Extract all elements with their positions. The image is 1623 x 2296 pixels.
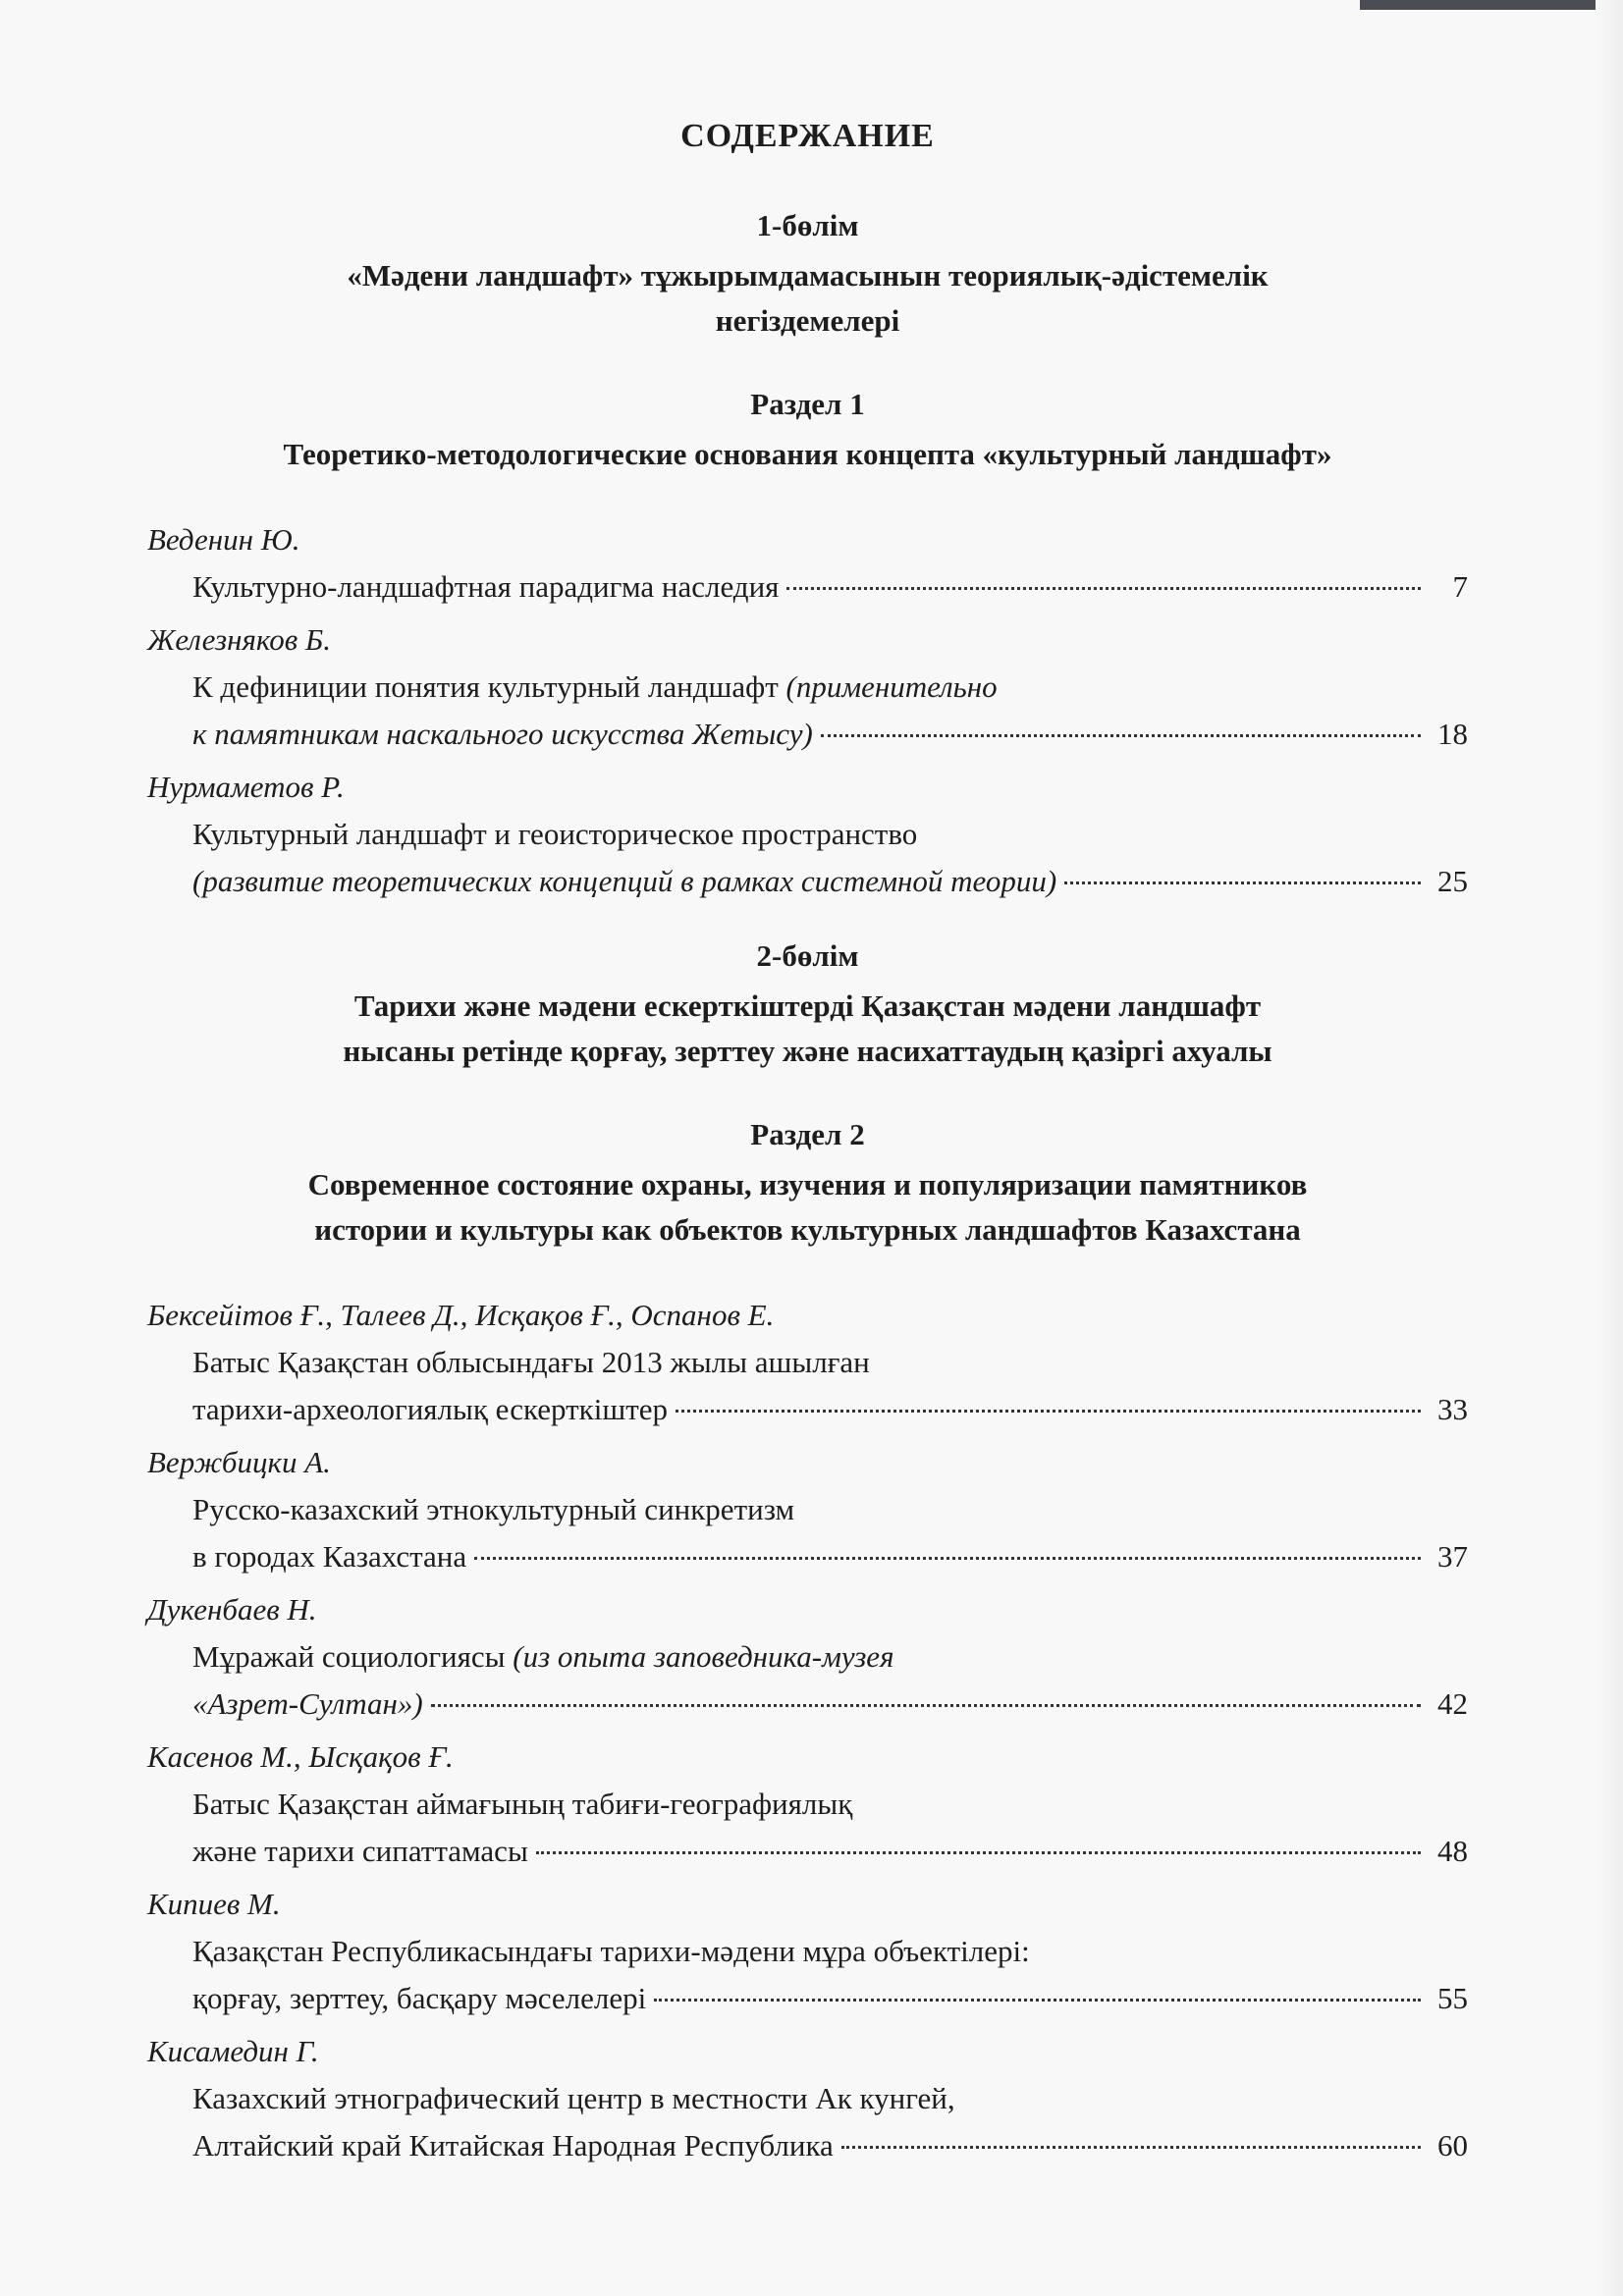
entry-title-text bbox=[192, 2081, 955, 2115]
entry-title-line bbox=[147, 858, 1468, 905]
toc-entry bbox=[147, 616, 1468, 758]
section2-title-line2: истории и культуры как объектов культурных ландшафтов Казахстана bbox=[314, 1212, 1301, 1247]
entry-title-line bbox=[147, 1339, 1468, 1386]
section1-title: Теоретико-методологические основания концепта «культурный ландшафт» bbox=[283, 437, 1332, 471]
scan-corner-mark bbox=[1360, 0, 1596, 10]
entry-author: Кисамедин Г. bbox=[147, 2034, 319, 2068]
entry-author: Железняков Б. bbox=[147, 622, 331, 657]
entry-title-line bbox=[147, 1975, 1468, 2022]
entry-title-line bbox=[147, 1633, 1468, 1681]
page-number: 48 bbox=[1437, 1834, 1468, 1868]
page-number: 7 bbox=[1452, 569, 1468, 604]
entry-title-text bbox=[192, 669, 998, 704]
entry-title-plain: Казахский этнографический центр в местности Ак кунгей, bbox=[192, 2081, 955, 2115]
toc-entry bbox=[147, 1292, 1468, 1433]
dot-leader bbox=[821, 734, 1421, 737]
entry-title-line bbox=[147, 664, 1468, 711]
page-number: 18 bbox=[1437, 717, 1468, 751]
toc-entry bbox=[147, 1881, 1468, 2022]
part1-label: 1-бөлім bbox=[756, 208, 859, 242]
entry-title-text bbox=[192, 1533, 466, 1580]
entry-title-line bbox=[147, 711, 1468, 758]
section2-title-line1: Современное состояние охраны, изучения и популяризации памятников bbox=[307, 1167, 1308, 1201]
entry-author: Бексейітов Ғ., Талеев Д., Исқақов Ғ., Оспанов Е. bbox=[147, 1298, 775, 1332]
entry-title-text bbox=[192, 1386, 668, 1433]
entry-title-plain: Мұражай социологиясы bbox=[192, 1639, 514, 1674]
page-number: 42 bbox=[1437, 1686, 1468, 1721]
entry-author: Нурмаметов Р. bbox=[147, 770, 345, 804]
entry-title-plain: Қазақстан Республикасындағы тарихи-мәдени мұра объектілері: bbox=[192, 1934, 1030, 1968]
dot-leader bbox=[786, 587, 1421, 590]
entry-title-plain: Культурный ландшафт и геоисторическое пространство bbox=[192, 817, 918, 851]
entry-author: Веденин Ю. bbox=[147, 522, 300, 557]
entry-title-line bbox=[147, 811, 1468, 858]
dot-leader bbox=[474, 1557, 1421, 1560]
entry-author: Касенов М., Ысқақов Ғ. bbox=[147, 1739, 454, 1774]
entry-title-text bbox=[192, 1681, 423, 1728]
section1-label: Раздел 1 bbox=[750, 387, 865, 421]
page-number: 55 bbox=[1437, 1981, 1468, 2015]
entry-title-plain: Алтайский край Китайская Народная Республика bbox=[192, 2128, 834, 2163]
entry-title-line bbox=[147, 2075, 1468, 2122]
dot-leader bbox=[431, 1704, 1421, 1707]
entry-title-line bbox=[147, 1681, 1468, 1728]
entry-title-plain: тарихи-археологиялық ескерткіштер bbox=[192, 1392, 668, 1426]
dot-leader bbox=[536, 1851, 1421, 1854]
part2-title-line2: нысаны ретінде қорғау, зерттеу және насихаттаудың қазіргі ахуалы bbox=[343, 1034, 1272, 1068]
entry-title-line bbox=[147, 563, 1468, 611]
entry-title-italic: «Азрет-Султан») bbox=[192, 1686, 423, 1721]
page-number: 60 bbox=[1437, 2128, 1468, 2163]
toc-entry bbox=[147, 1586, 1468, 1728]
part1-entry-list bbox=[147, 516, 1468, 905]
toc-entry bbox=[147, 1734, 1468, 1875]
section2-label: Раздел 2 bbox=[750, 1117, 865, 1151]
entry-title-text bbox=[192, 1828, 528, 1875]
entry-title-line bbox=[147, 2122, 1468, 2169]
entry-title-line bbox=[147, 1386, 1468, 1433]
entry-title-plain: Русско-казахский этнокультурный синкретизм bbox=[192, 1492, 795, 1526]
entry-title-italic: (из опыта заповедника-музея bbox=[513, 1639, 894, 1674]
page-edge-shadow bbox=[1594, 0, 1623, 2296]
entry-author: Вержбицки А. bbox=[147, 1445, 331, 1479]
entry-title-text bbox=[192, 858, 1056, 905]
dot-leader bbox=[1064, 881, 1421, 884]
entry-title-italic: (развитие теоретических концепций в рамках системной теории) bbox=[192, 864, 1057, 898]
entry-title-line bbox=[147, 1781, 1468, 1828]
dot-leader bbox=[841, 2146, 1421, 2149]
entry-title-text bbox=[192, 1787, 852, 1821]
entry-title-plain: Батыс Қазақстан аймағының табиғи-географиялық bbox=[192, 1787, 853, 1821]
page-number: 25 bbox=[1437, 864, 1468, 898]
entry-title-plain: қорғау, зерттеу, басқару мәселелері bbox=[192, 1981, 647, 2015]
entry-title-line bbox=[147, 1533, 1468, 1580]
part1-title-line2: негіздемелері bbox=[715, 303, 900, 338]
entry-title-text bbox=[192, 563, 779, 611]
page-number: 37 bbox=[1437, 1539, 1468, 1574]
part2-entry-list bbox=[147, 1292, 1468, 2169]
part1-title bbox=[147, 253, 1468, 344]
part2-label: 2-бөлім bbox=[756, 938, 859, 973]
entry-title-plain: Батыс Қазақстан облысындағы 2013 жылы ашылған bbox=[192, 1345, 870, 1379]
table-of-contents bbox=[147, 118, 1468, 2175]
entry-title-plain: К дефиниции понятия культурный ландшафт bbox=[192, 669, 786, 704]
entry-title-text bbox=[192, 1934, 1030, 1968]
entry-title-plain: в городах Казахстана bbox=[192, 1539, 467, 1574]
entry-title-text bbox=[192, 1639, 893, 1674]
page-number: 33 bbox=[1437, 1392, 1468, 1426]
toc-entry bbox=[147, 1439, 1468, 1580]
toc-title: СОДЕРЖАНИЕ bbox=[680, 118, 935, 154]
entry-title-italic: к памятникам наскального искусства Жетысу) bbox=[192, 717, 813, 751]
entry-title-text bbox=[192, 711, 813, 758]
entry-title-text bbox=[192, 817, 917, 851]
part2-title-line1: Тарихи және мәдени ескерткіштерді Қазақстан мәдени ландшафт bbox=[353, 988, 1262, 1023]
entry-author: Кипиев М. bbox=[147, 1887, 281, 1921]
part1-title-line1: «Мәдени ландшафт» тұжырымдамасынын теориялық-әдістемелік bbox=[347, 258, 1269, 293]
entry-title-line bbox=[147, 1928, 1468, 1975]
entry-title-text bbox=[192, 2122, 834, 2169]
entry-title-line bbox=[147, 1486, 1468, 1533]
section2-title bbox=[147, 1162, 1468, 1253]
entry-title-italic: (применительно bbox=[785, 669, 998, 704]
entry-title-line bbox=[147, 1828, 1468, 1875]
entry-title-text bbox=[192, 1975, 646, 2022]
toc-entry bbox=[147, 2028, 1468, 2169]
entry-title-plain: және тарихи сипаттамасы bbox=[192, 1834, 528, 1868]
entry-title-plain: Культурно-ландшафтная парадигма наследия bbox=[192, 569, 780, 604]
dot-leader bbox=[676, 1410, 1421, 1413]
part2-title bbox=[147, 984, 1468, 1074]
toc-entry bbox=[147, 516, 1468, 611]
entry-title-text bbox=[192, 1345, 870, 1379]
entry-author: Дукенбаев Н. bbox=[147, 1592, 317, 1627]
toc-entry bbox=[147, 764, 1468, 905]
dot-leader bbox=[654, 1999, 1421, 2002]
entry-title-text bbox=[192, 1492, 794, 1526]
